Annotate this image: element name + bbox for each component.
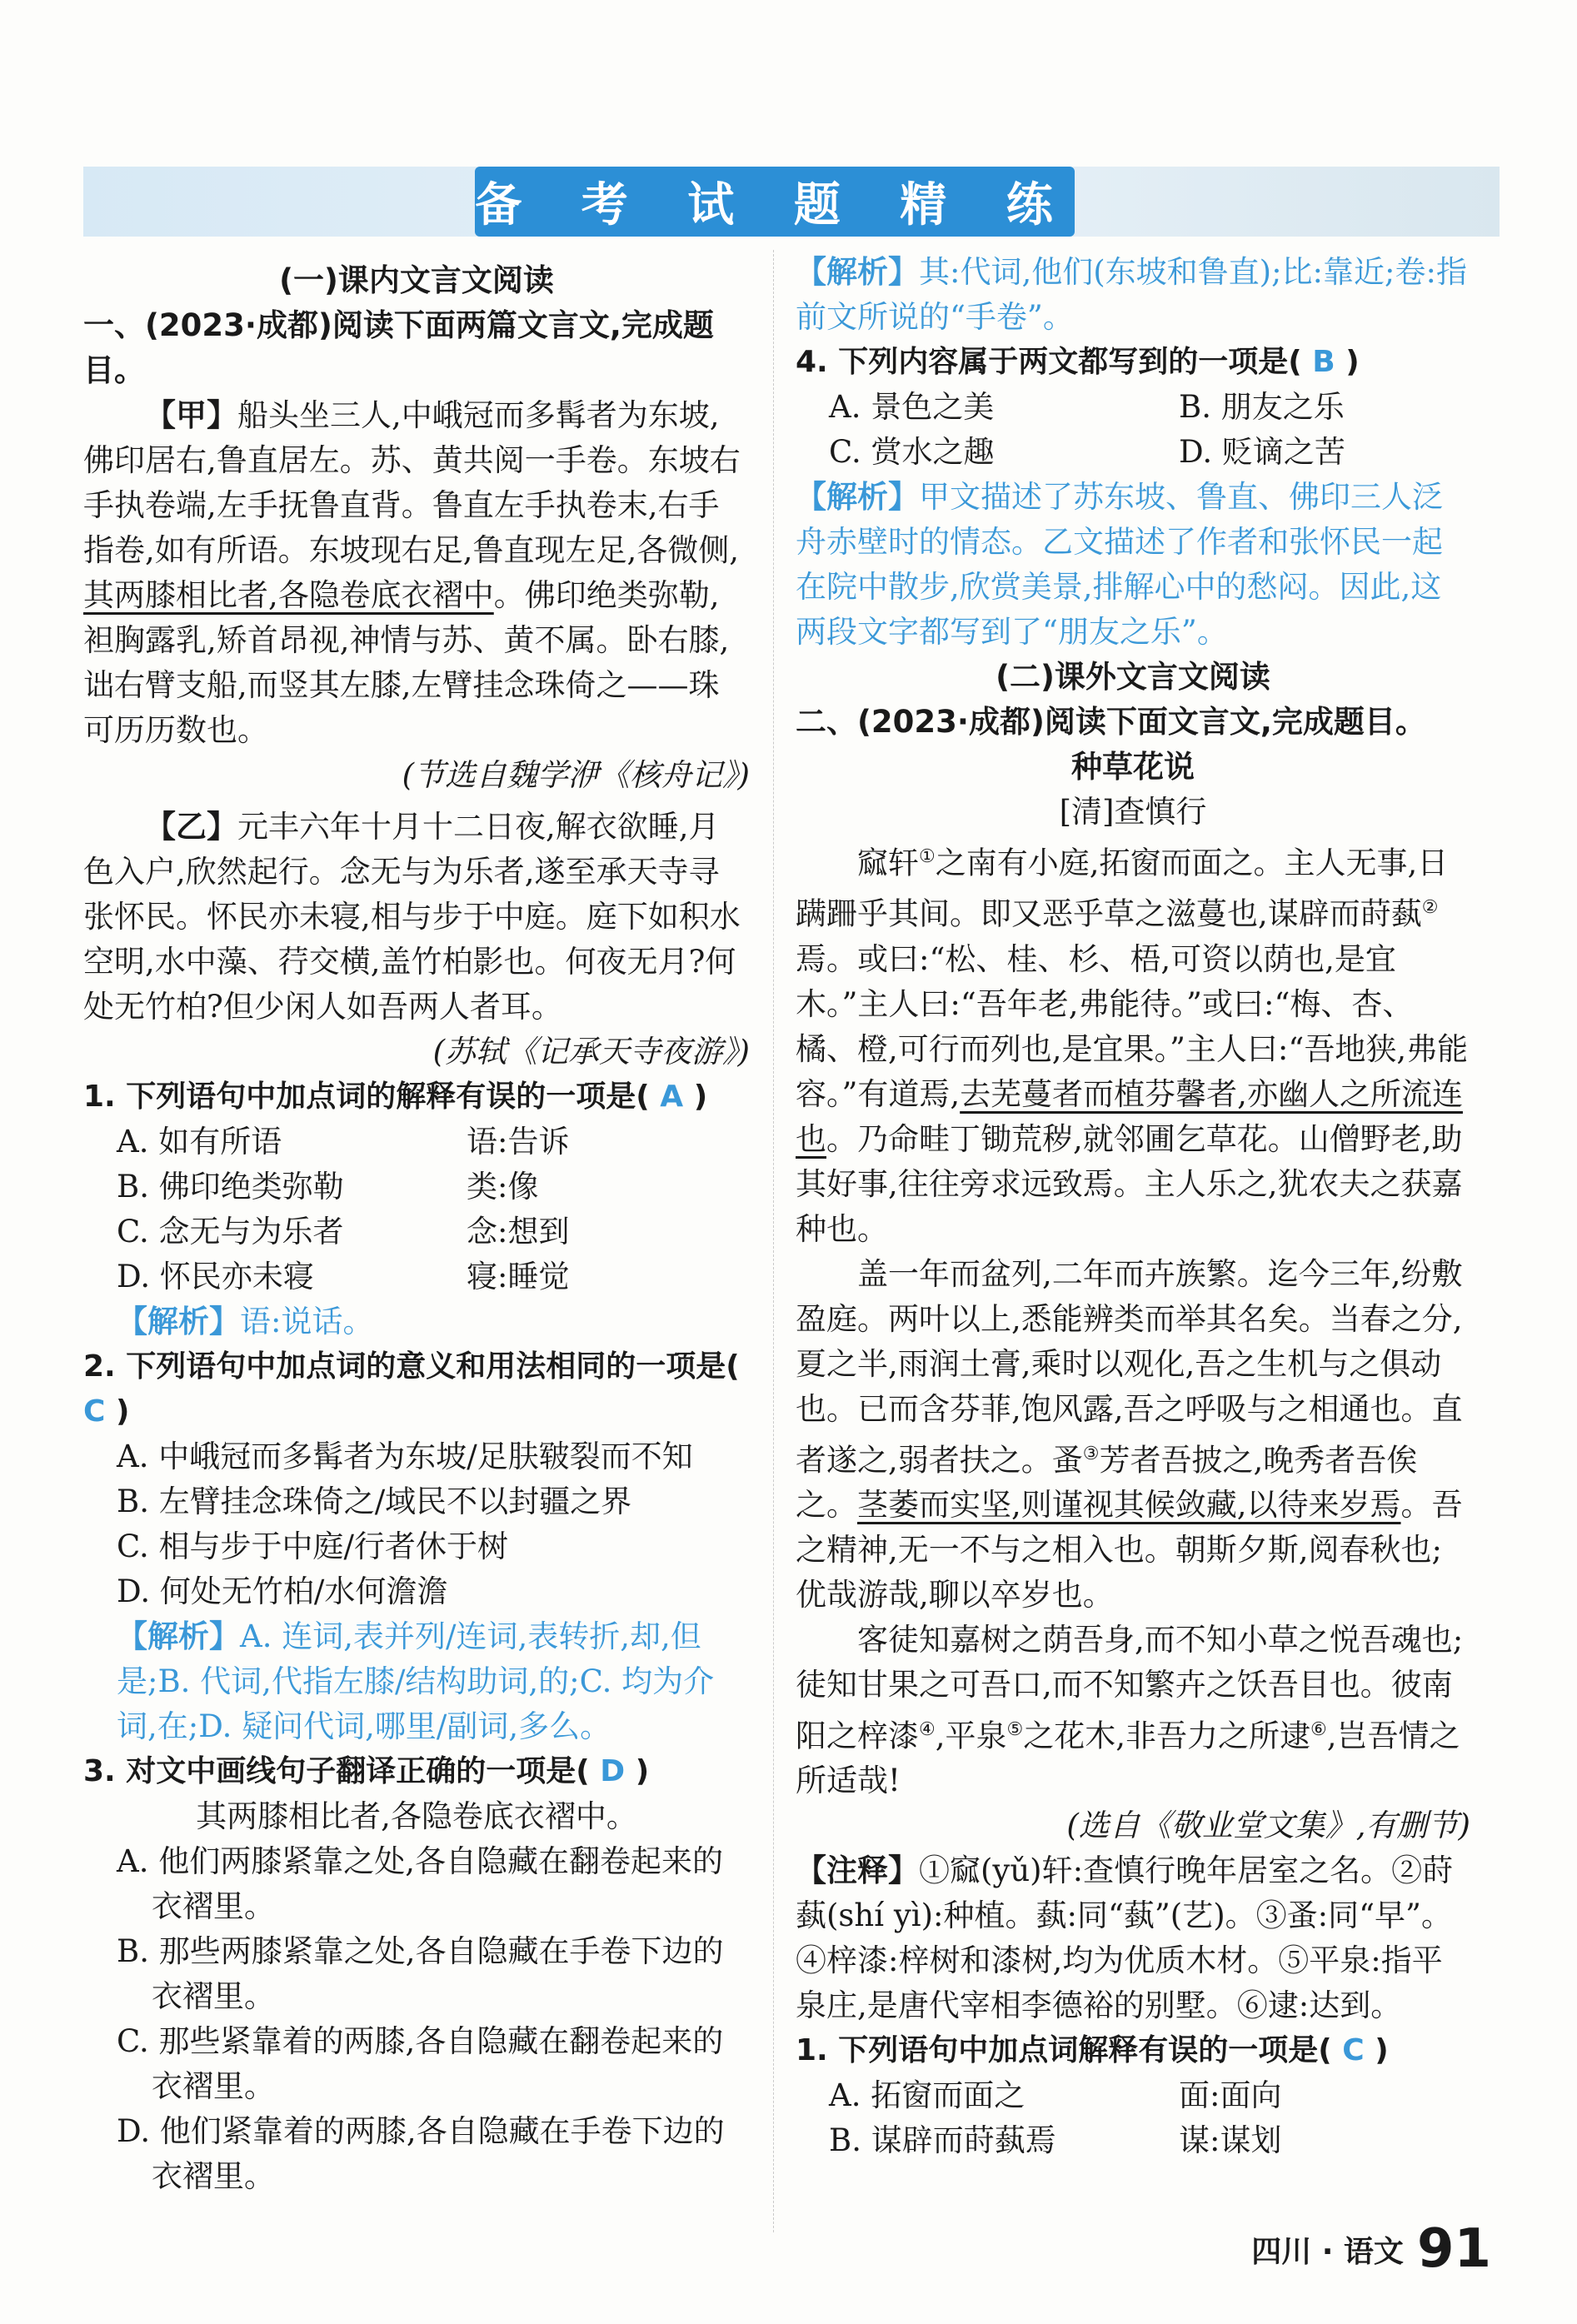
q4-option-c: C. 赏水之趣 [829,434,995,470]
s2-q1-option [796,2118,1470,2163]
q1-option-b: B. 佛印绝类弥勒 [117,1169,344,1204]
passage-notes [796,1848,1470,2028]
q3-sentence: 其两膝相比者,各隐卷底衣褶中。 [196,1798,637,1834]
q1-stem-text: 1. 下列语句中加点词的解释有误的一项是( [83,1080,650,1114]
note-marker-6: ⑥ [1310,1718,1327,1740]
q4-analysis [796,475,1470,655]
q3-answer: D [600,1754,626,1788]
q1-analysis-text: 语:说话。 [240,1304,374,1339]
passage-b-tag: 【乙】 [145,809,237,845]
q2-option-c: C. 相与步于中庭/行者休于树 [117,1529,508,1564]
q1-option [83,1164,750,1209]
q1-option [83,1254,750,1299]
q4-option-d: D. 贬谪之苦 [1179,434,1345,470]
q2-answer: C [83,1394,106,1429]
para2-part: 芳者吾披之,晚秀者吾俟之。 [796,1441,1418,1523]
q1-close: ) [693,1080,708,1114]
q4-option-row [796,385,1470,430]
q3-analysis [796,250,1470,340]
q3-analysis-text: 其:代词,他们(东坡和鲁直);比:靠近;卷:指前文所说的“手卷”。 [796,254,1467,335]
q1-option [83,1209,750,1254]
para2-part: 。吾之精神,无一不与之相入也。朝斯夕斯,阅春秋也;优哉游哉,聊以卒岁也。 [796,1486,1463,1613]
passage-para-2 [796,1252,1470,1618]
q4-option-a: A. 景色之美 [829,389,995,425]
q3-close: ) [635,1754,650,1788]
q2-close: ) [115,1394,130,1429]
q1-analysis-tag: 【解析】 [117,1304,240,1339]
notes-tag: 【注释】 [796,1853,919,1889]
para3-part: 之花木,非吾力之所逮 [1023,1718,1310,1754]
q4-option-b: B. 朋友之乐 [1179,389,1345,425]
s2-q1-option-b: B. 谋辟而莳蓺焉 [829,2122,1056,2159]
passage-author: [清]查慎行 [1059,794,1207,830]
note-marker-2: ② [1421,897,1439,919]
question-group-intro-2: 二、(2023·成都)阅读下面文言文,完成题目。 [796,704,1426,740]
passage-b [83,805,750,1030]
para3-part: 客徒知嘉树之荫吾身,而不知小草之悦吾魂也;徒知甘果之可吾口,而不知繁卉之饫吾目也。彼南阳之梓漆 [796,1621,1464,1754]
q2-analysis [83,1614,750,1749]
s2-q1-close: ) [1375,2033,1389,2068]
q4-analysis-text: 甲文描述了苏东坡、鲁直、佛印三人泛舟赤壁时的情态。乙文描述了作者和张怀民一起在院中散步,欣赏美景,排解心中的愁闷。因此,这两段文字都写到了“朋友之乐”。 [796,479,1443,650]
para1-part: 焉。或曰:“松、桂、杉、梧,可资以荫也,是宜木。”主人曰:“吾年老,弗能待。”或曰:“梅、杏、橘、橙,可行而列也,是宜果。”主人曰:“吾地狭,弗能容。”有道焉, [796,940,1469,1112]
q2-analysis-tag: 【解析】 [117,1618,240,1654]
q1-option-c: C. 念无与为乐者 [117,1214,344,1249]
passage-para-1 [796,835,1470,1252]
para1-underlined: 去芜蔓者而植芬馨者,亦幽人之所流连也 [796,1075,1463,1157]
q1-option-b-meaning: 类:像 [467,1169,539,1204]
column-divider [773,250,775,2232]
q1-option-d-meaning: 寝:睡觉 [467,1259,570,1294]
page-footer [1191,2216,1491,2282]
q2-stem-text: 2. 下列语句中加点词的意义和用法相同的一项是( [83,1349,740,1384]
s2-q1-answer: C [1342,2033,1365,2068]
q3-option-b: B. 那些两膝紧靠之处,各自隐藏在手卷下边的衣褶里。 [117,1933,724,2014]
para1-part: 窳轩 [857,845,919,881]
para2-part: 盖一年而盆列,二年而卉族繁。迄今三年,纷敷盈庭。两叶以上,悉能辨类而举其名矣。当春之分,夏之半,雨润土膏,乘时以观化,吾之生机与之俱动也。已而含芬菲,饱风露,吾之呼吸与之相通也。直者遂之,弱者扶之。蚤 [796,1255,1463,1478]
section-heading-extracurricular: (二)课外文言文阅读 [996,659,1270,695]
note-marker-4: ④ [919,1718,936,1740]
footer-label: 四川 · 语文 [1251,2234,1404,2269]
passage-title: 种草花说 [1071,749,1195,785]
para2-underlined: 茎萎而实坚,则谨视其候敛藏,以待来岁焉 [857,1486,1401,1523]
passage-a-text-1: 船头坐三人,中峨冠而多髯者为东坡,佛印居右,鲁直居左。苏、黄共阅一手卷。东坡右手执卷端,左手抚鲁直背。鲁直左手执卷末,右手指卷,如有所语。东坡现右足,鲁直现左足,各微侧, [83,397,741,568]
note-marker-1: ① [919,846,936,867]
q2-analysis-text: A. 连词,表并列/连词,表转折,却,但是;B. 代词,代指左膝/结构助词,的;C. 均为介词,在;D. 疑问代词,哪里/副词,多么。 [117,1618,715,1744]
q4-stem [796,340,1470,385]
q1-option-c-meaning: 念:想到 [467,1214,570,1249]
passage-a-text-2: 。佛印绝类弥勒,袒胸露乳,矫首昂视,神情与苏、黄不属。卧右膝,诎右臂支船,而竖其左膝,左臂挂念珠倚之——珠可历历数也。 [83,577,730,748]
passage-para-3 [796,1618,1470,1803]
q3-option-d: D. 他们紧靠着的两膝,各自隐藏在手卷下边的衣褶里。 [117,2113,725,2194]
q3-stem [83,1749,750,1794]
notes-text: ①窳(yǔ)轩:查慎行晚年居室之名。②莳蓺(shí yì):种植。蓺:同“蓺”(艺)。③蚤:同“早”。④梓漆:梓树和漆树,均为优质木材。⑤平泉:指平泉庄,是唐代宰相李德裕的别墅。⑥逮:达到。 [796,1853,1454,2024]
note-marker-3: ③ [1082,1443,1100,1464]
s2-q1-option-a-meaning: 面:面向 [1179,2077,1282,2114]
q2-option-a: A. 中峨冠而多髯者为东坡/足肤皲裂而不知 [117,1439,693,1474]
q1-option-d: D. 怀民亦未寝 [117,1259,314,1294]
note-marker-5: ⑤ [1006,1718,1024,1740]
q1-option-a-meaning: 语:告诉 [467,1124,570,1160]
para1-part: 之南有小庭,拓窗而面之。主人无事,日蹒跚乎其间。即又恶乎草之滋蔓也,谋辟而莳蓺 [796,845,1449,932]
q3-option-c: C. 那些紧靠着的两膝,各自隐藏在翻卷起来的衣褶里。 [117,2023,724,2104]
passage-b-source: (苏轼《记承天寺夜游》) [432,1034,750,1070]
q2-option-d: D. 何处无竹柏/水何澹澹 [117,1573,448,1609]
question-group-intro: 一、(2023·成都)阅读下面两篇文言文,完成题目。 [83,307,714,388]
q3-analysis-tag: 【解析】 [796,254,919,290]
s2-q1-option [796,2073,1470,2118]
passage-a [83,393,750,753]
q3-stem-text: 3. 对文中画线句子翻译正确的一项是( [83,1754,590,1788]
q2-stem [83,1344,750,1434]
section-banner: 备 考 试 题 精 练 [475,167,1075,237]
q1-option-a: A. 如有所语 [117,1124,282,1160]
passage-a-tag: 【甲】 [145,397,237,433]
section-heading-inclass: (一)课内文言文阅读 [279,262,554,298]
q1-stem [83,1075,750,1120]
passage-a-source: (节选自魏学洢《核舟记》) [402,757,750,793]
s2-q1-option-b-meaning: 谋:谋划 [1179,2122,1282,2159]
q1-option [83,1120,750,1164]
para3-part: ,岂吾情之所适哉! [796,1718,1460,1799]
q3-option-a: A. 他们两膝紧靠之处,各自隐藏在翻卷起来的衣褶里。 [117,1843,724,1924]
right-column [796,250,1470,2163]
q1-analysis [83,1299,750,1344]
q4-answer: B [1312,345,1335,379]
para3-part: ,平泉 [935,1718,1007,1754]
q4-analysis-tag: 【解析】 [796,479,919,515]
passage-a-underlined: 其两膝相比者,各隐卷底衣褶中 [83,577,494,613]
passage-source: (选自《敬业堂文集》,有删节) [1066,1808,1470,1844]
q1-answer: A [660,1080,684,1114]
q2-option-b: B. 左臂挂念珠倚之/域民不以封疆之界 [117,1484,632,1519]
page-number: 91 [1416,2218,1491,2280]
left-column [83,258,750,2199]
para1-part: 。乃命畦丁锄荒秽,就邻圃乞草花。山僧野老,助其好事,往往旁求远致焉。主人乐之,犹农夫之获嘉种也。 [796,1120,1463,1247]
q4-option-row [796,430,1470,475]
q4-stem-text: 4. 下列内容属于两文都写到的一项是( [796,345,1302,379]
passage-b-text: 元丰六年十月十二日夜,解衣欲睡,月色入户,欣然起行。念无与为乐者,遂至承天寺寻张怀民。怀民亦未寝,相与步于中庭。庭下如积水空明,水中藻、荇交横,盖竹柏影也。何夜无月?何处无竹柏?但少闲人如吾两人者耳。 [83,809,741,1025]
s2-q1-option-a: A. 拓窗而面之 [829,2077,1026,2114]
s2-q1-stem-text: 1. 下列语句中加点词解释有误的一项是( [796,2033,1332,2068]
s2-q1-stem [796,2028,1470,2073]
q4-close: ) [1345,345,1360,379]
